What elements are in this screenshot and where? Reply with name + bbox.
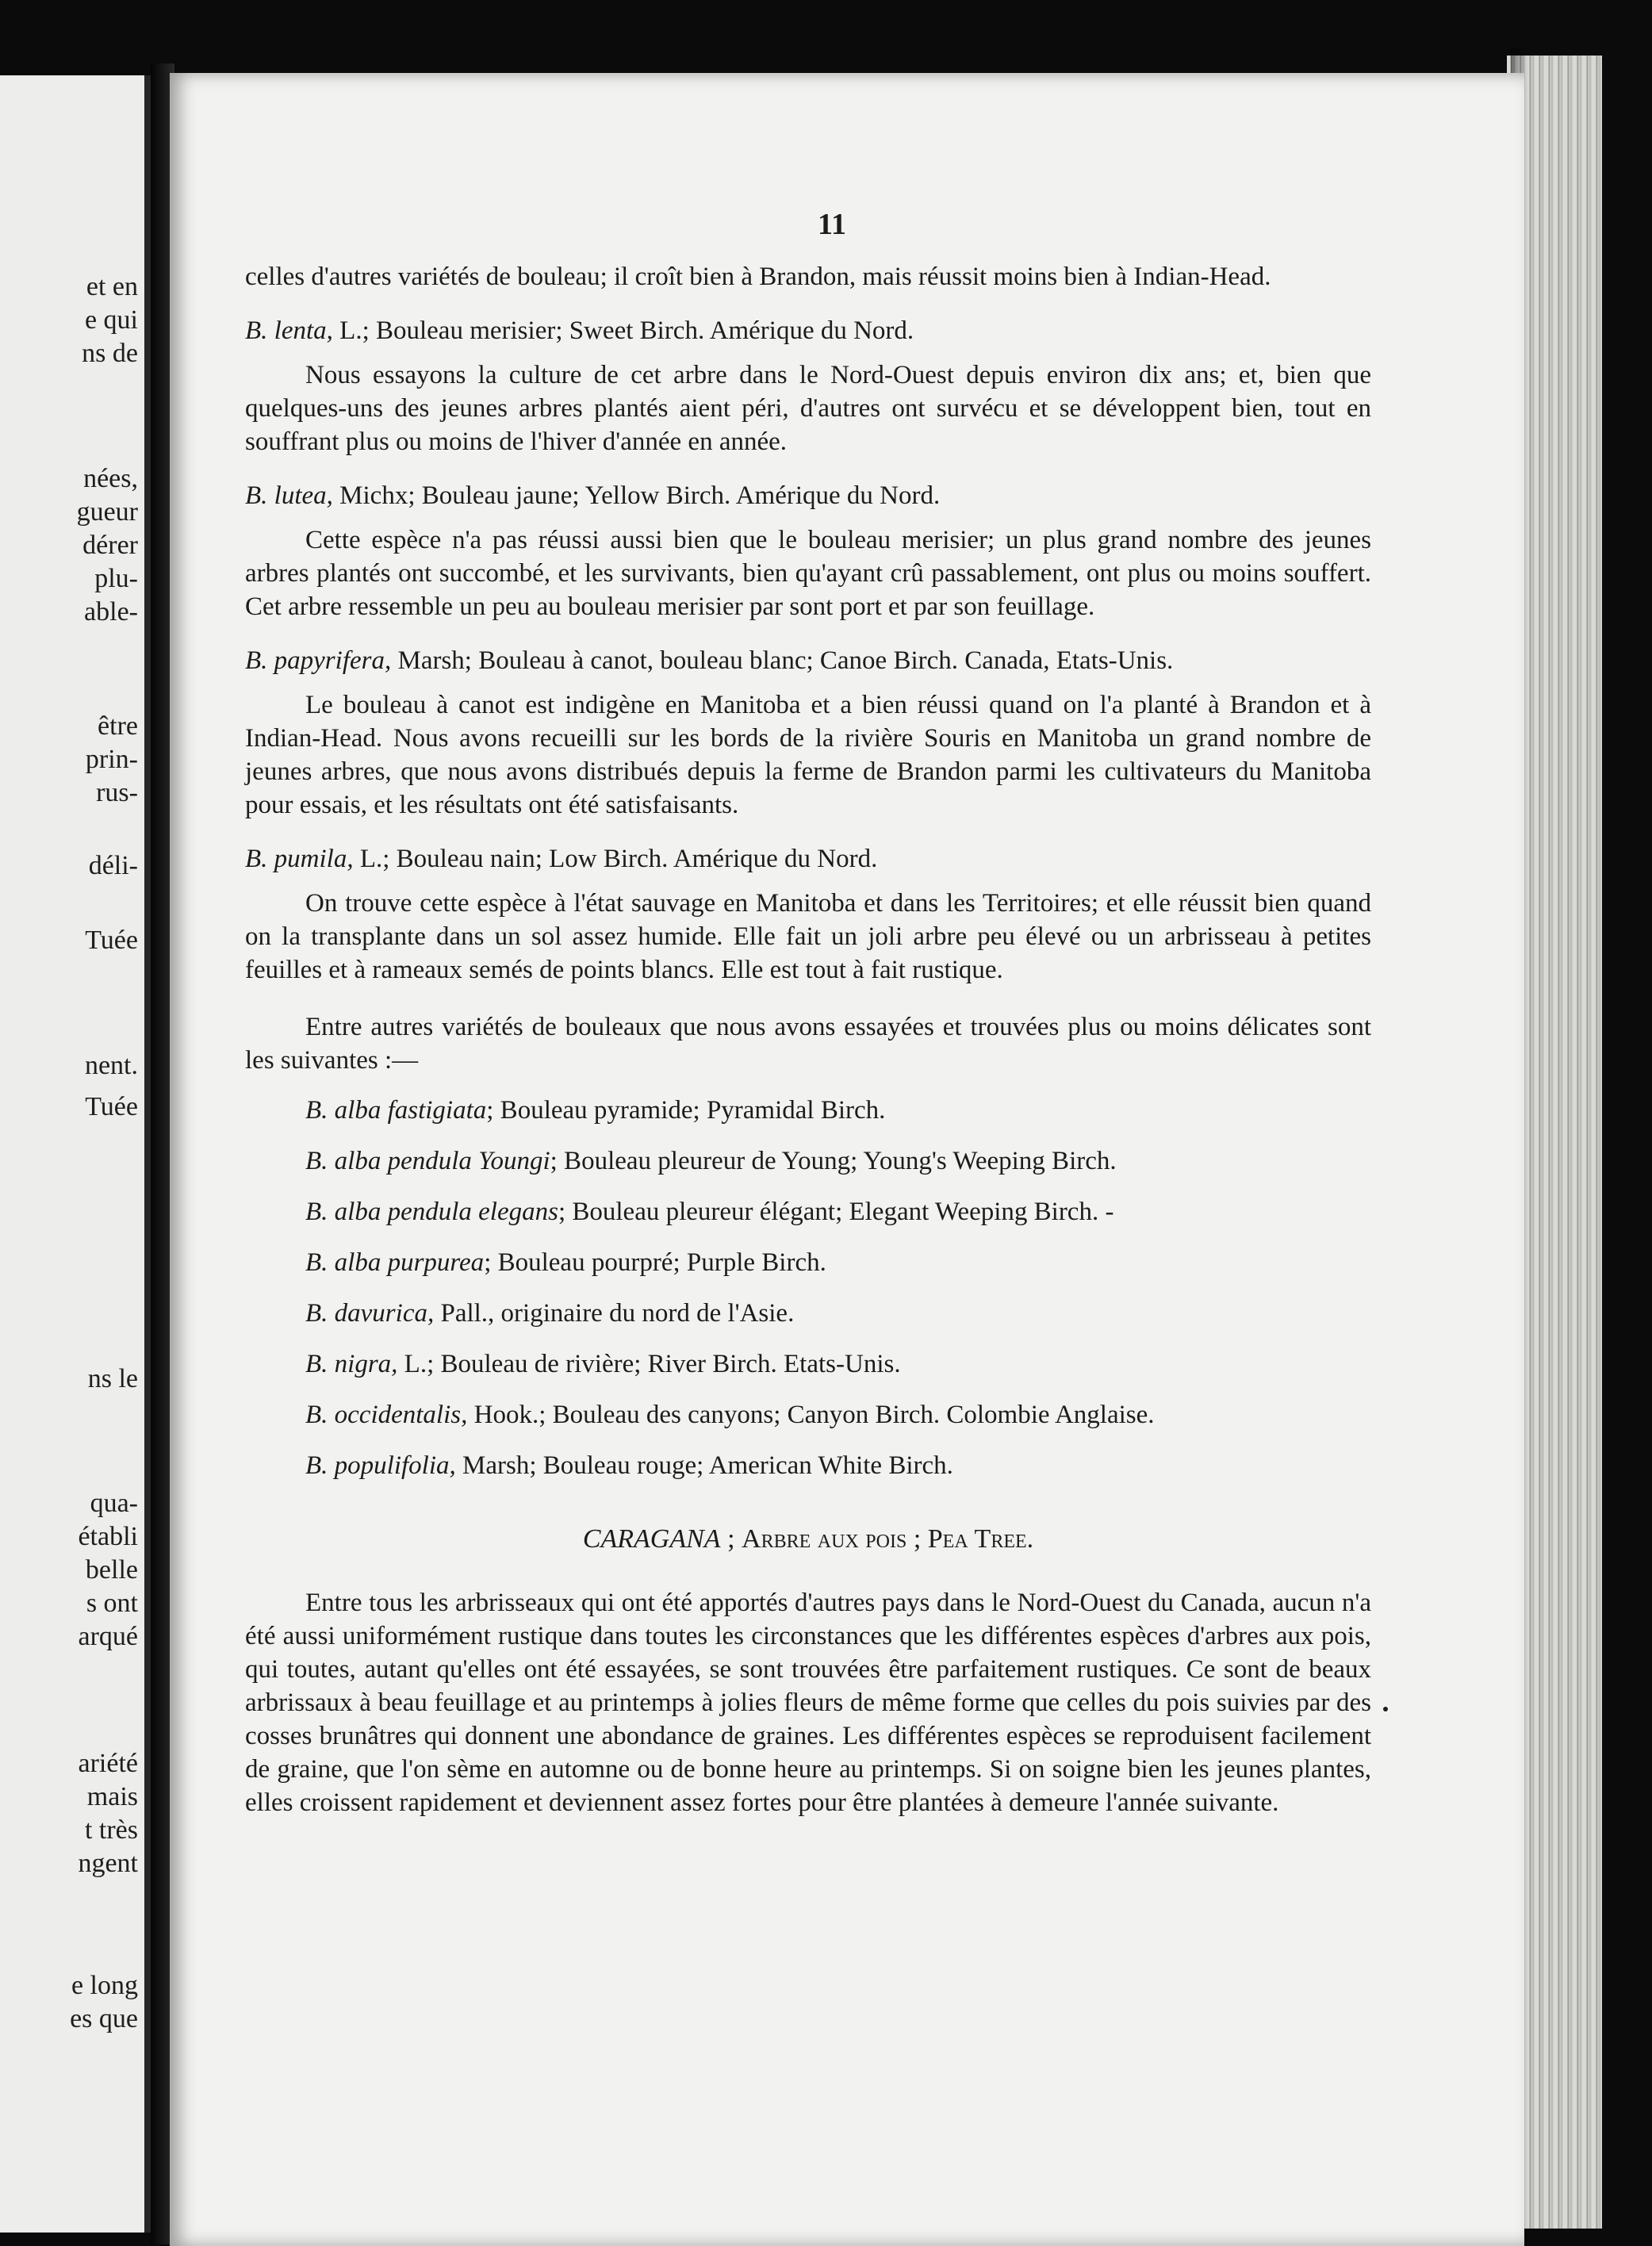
variety-name: B. davurica, bbox=[305, 1299, 435, 1328]
species-description: Marsh; Bouleau à canot, bouleau blanc; Canoe Birch. Canada, Etats-Unis. bbox=[391, 646, 1174, 675]
species-name: B. pumila, bbox=[245, 845, 354, 873]
species-name: B. papyrifera, bbox=[245, 646, 392, 675]
list-item bbox=[245, 1389, 1371, 1440]
species-description: L.; Bouleau nain; Low Birch. Amérique du Nord. bbox=[353, 845, 878, 873]
species-name: B. lutea, bbox=[245, 481, 333, 510]
section-heading bbox=[245, 1523, 1371, 1556]
left-facing-page bbox=[0, 75, 151, 2233]
heading-separator: ; bbox=[720, 1524, 742, 1554]
left-page-line: ariété bbox=[78, 1749, 138, 1778]
species-heading-pumila bbox=[245, 842, 1371, 876]
variety-description: ; Bouleau pyramide; Pyramidal Birch. bbox=[486, 1096, 886, 1125]
page-content bbox=[245, 208, 1371, 1819]
species-paragraph: Entre autres variétés de bouleaux que nous avons essayées et trouvées plus ou moins délicates sont les suivantes :— bbox=[245, 1013, 1371, 1075]
left-page-line: ngent bbox=[78, 1849, 138, 1878]
variety-description: L.; Bouleau de rivière; River Birch. Etats-Unis. bbox=[397, 1350, 901, 1378]
left-page-line: es que bbox=[70, 2004, 138, 2033]
variety-description: ; Bouleau pourpré; Purple Birch. bbox=[484, 1248, 826, 1277]
variety-name: B. nigra, bbox=[305, 1350, 398, 1378]
left-page-line: s ont bbox=[86, 1589, 138, 1618]
left-page-line: être bbox=[98, 711, 138, 741]
ink-speck bbox=[1383, 1707, 1388, 1711]
left-page-line: Tuée bbox=[85, 1092, 138, 1121]
variety-description: ; Bouleau pleureur élégant; Elegant Weeping Birch. - bbox=[558, 1198, 1114, 1226]
variety-name: B. alba pendula elegans bbox=[305, 1198, 558, 1226]
left-page-line: qua- bbox=[90, 1489, 138, 1518]
left-page-line: belle bbox=[85, 1555, 138, 1585]
species-heading-lenta bbox=[245, 314, 1371, 347]
heading-separator: ; bbox=[906, 1524, 928, 1554]
left-page-line: et en bbox=[86, 272, 138, 301]
species-name: B. lenta, bbox=[245, 316, 333, 345]
variety-description: ; Bouleau pleureur de Young; Young's Weeping Birch. bbox=[550, 1147, 1117, 1175]
left-page-line: able- bbox=[84, 597, 138, 627]
left-page-line: gueur bbox=[76, 497, 138, 527]
left-page-line: nées, bbox=[83, 464, 138, 493]
list-item bbox=[245, 1186, 1371, 1237]
intro-paragraph: celles d'autres variétés de bouleau; il croît bien à Brandon, mais réussit moins bien à Indian-Head. bbox=[245, 263, 1271, 291]
species-paragraph: Le bouleau à canot est indigène en Manitoba et a bien réussi quand on l'a planté à Brandon et à Indian-Head. Nous avons recueilli sur les bords de la rivière Souris en Manitoba un grand nombre de jeunes arbres, que nous avons distribués depuis la ferme de Brandon parmi les cultivateurs du Manitoba pour essais, et les résultats ont été satisfaisants. bbox=[245, 691, 1371, 819]
list-item bbox=[245, 1339, 1371, 1389]
english-common-name: Pea Tree. bbox=[927, 1524, 1034, 1554]
caragana-paragraph: Entre tous les arbrisseaux qui ont été apportés d'autres pays dans le Nord-Ouest du Canada, aucun n'a été aussi uniformément rustique dans toutes les circonstances que les différentes espèces d'arbres aux pois, qui toutes, autant qu'elles ont été essayées, se sont trouvées être parfaitement rustiques. Ce sont de beaux arbrissaux à beau feuillage et au printemps à jolies fleurs de même forme que celles du pois suivies par des cosses brunâtres qui donnent une abondance de graines. Les différentes espèces se reproduisent facilement de graine, que l'on sème en automne ou de bonne heure au printemps. Si on soigne bien les jeunes plantes, elles croissent rapidement et deviennent assez fortes pour être plantées à demeure l'année suivante. bbox=[245, 1589, 1371, 1817]
species-heading-papyrifera bbox=[245, 644, 1371, 677]
list-item bbox=[245, 1288, 1371, 1339]
left-page-line: prin- bbox=[85, 745, 138, 774]
birch-variety-list bbox=[245, 1085, 1371, 1491]
left-page-line: ns de bbox=[82, 339, 138, 368]
left-page-line: ns le bbox=[87, 1364, 138, 1393]
variety-name: B. populifolia, bbox=[305, 1451, 456, 1480]
genus-name: CARAGANA bbox=[582, 1524, 721, 1554]
page-number: 11 bbox=[818, 208, 846, 241]
list-item bbox=[245, 1237, 1371, 1288]
variety-description: Marsh; Bouleau rouge; American White Birch. bbox=[455, 1451, 953, 1480]
left-page-line: e qui bbox=[84, 305, 138, 335]
species-heading-lutea bbox=[245, 479, 1371, 512]
list-item bbox=[245, 1085, 1371, 1136]
species-description: Michx; Bouleau jaune; Yellow Birch. Amérique du Nord. bbox=[332, 481, 941, 510]
french-common-name: Arbre aux pois bbox=[742, 1524, 907, 1554]
species-paragraph: Cette espèce n'a pas réussi aussi bien que le bouleau merisier; un plus grand nombre des jeunes arbres plantés ont succombé, et les survivants, bien qu'ayant crû passablement, ont plus ou moins souffert. Cet arbre ressemble un peu au bouleau merisier par sont port et par son feuillage. bbox=[245, 526, 1371, 621]
species-paragraph: Nous essayons la culture de cet arbre dans le Nord-Ouest depuis environ dix ans; et, bien que quelques-uns des jeunes arbres plantés aient péri, d'autres ont survécu et se développent bien, tout en souffrant plus ou moins de l'hiver d'année en année. bbox=[245, 361, 1371, 456]
left-page-line: plu- bbox=[94, 564, 138, 593]
left-page-line: arqué bbox=[78, 1622, 138, 1651]
left-page-line: nent. bbox=[84, 1051, 138, 1080]
list-item bbox=[245, 1136, 1371, 1186]
variety-name: B. alba fastigiata bbox=[305, 1096, 487, 1125]
variety-name: B. occidentalis, bbox=[305, 1401, 468, 1429]
left-page-line: dérer bbox=[82, 531, 138, 560]
left-page-line: mais bbox=[86, 1782, 138, 1811]
variety-name: B. alba pendula Youngi bbox=[305, 1147, 550, 1175]
left-page-line: e long bbox=[71, 1971, 138, 2000]
variety-name: B. alba purpurea bbox=[305, 1248, 485, 1277]
left-page-line: Tuée bbox=[85, 926, 138, 955]
variety-description: Pall., originaire du nord de l'Asie. bbox=[434, 1299, 795, 1328]
species-description: L.; Bouleau merisier; Sweet Birch. Amérique du Nord. bbox=[332, 316, 914, 345]
left-page-line: déli- bbox=[88, 851, 138, 880]
main-page bbox=[170, 73, 1524, 2246]
variety-description: Hook.; Bouleau des canyons; Canyon Birch. Colombie Anglaise. bbox=[467, 1401, 1155, 1429]
list-item bbox=[245, 1440, 1371, 1491]
left-page-line: rus- bbox=[96, 778, 138, 807]
species-paragraph: On trouve cette espèce à l'état sauvage en Manitoba et dans les Territoires; et elle réussit bien quand on la transplante dans un sol assez humide. Elle fait un joli arbre peu élevé ou un arbrisseau à petites feuilles et à rameaux semés de points blancs. Elle est tout à fait rustique. bbox=[245, 889, 1371, 984]
left-page-line: t très bbox=[84, 1815, 138, 1845]
left-page-line: établi bbox=[78, 1522, 138, 1551]
